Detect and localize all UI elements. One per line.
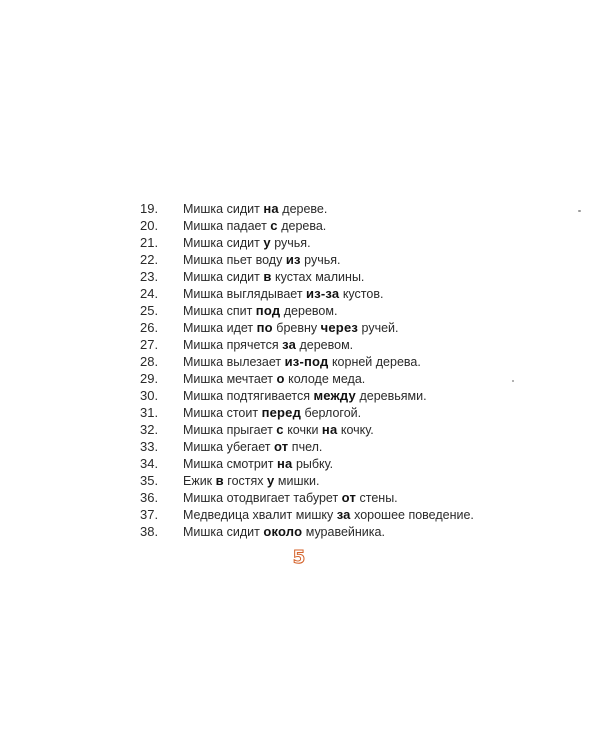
sentence-fragment: ручья. <box>270 236 311 250</box>
sentence-fragment: кустах малины. <box>271 270 365 284</box>
preposition: около <box>263 524 303 539</box>
sentence-fragment: кочки <box>283 423 322 437</box>
sentence-fragment: Мишка мечтает <box>183 372 277 386</box>
sentence-number: 27. <box>140 337 159 352</box>
preposition: на <box>276 456 293 471</box>
sentence-item <box>140 200 474 217</box>
sentence-fragment: Мишка сидит <box>183 525 264 539</box>
sentence-item <box>140 455 474 472</box>
preposition: от <box>273 439 289 454</box>
scan-speck <box>512 380 514 382</box>
sentence-item <box>140 506 474 523</box>
preposition: от <box>341 490 357 505</box>
sentence-item <box>140 336 474 353</box>
sentence-number: 38. <box>140 524 159 539</box>
sentence-text <box>183 489 398 507</box>
sentence-text <box>183 285 383 303</box>
sentence-fragment: дерева. <box>277 219 327 233</box>
sentence-fragment: Мишка падает <box>183 219 271 233</box>
preposition: по <box>256 320 273 335</box>
sentence-fragment: корней дерева. <box>328 355 421 369</box>
sentence-number: 34. <box>140 456 159 471</box>
sentence-fragment: деревом. <box>296 338 354 352</box>
sentence-item <box>140 319 474 336</box>
sentence-text <box>183 251 340 269</box>
preposition: с <box>276 422 284 437</box>
sentence-fragment: Мишка отодвигает табурет <box>183 491 342 505</box>
sentence-list <box>140 200 474 540</box>
sentence-fragment: бревну <box>272 321 321 335</box>
sentence-item <box>140 489 474 506</box>
sentence-fragment: Мишка подтягивается <box>183 389 314 403</box>
sentence-fragment: дереве. <box>278 202 328 216</box>
sentence-item <box>140 234 474 251</box>
sentence-fragment: Мишка сидит <box>183 236 264 250</box>
sentence-number: 36. <box>140 490 159 505</box>
preposition: под <box>255 303 281 318</box>
preposition: из-за <box>306 286 340 301</box>
sentence-text <box>183 523 385 541</box>
sentence-text <box>183 370 365 388</box>
sentence-item <box>140 251 474 268</box>
sentence-text <box>183 421 374 439</box>
sentence-item <box>140 387 474 404</box>
preposition: на <box>263 201 279 216</box>
sentence-text <box>183 438 322 456</box>
preposition: о <box>276 371 285 386</box>
sentence-fragment: Мишка сидит <box>183 202 264 216</box>
sentence-fragment: стены. <box>356 491 398 505</box>
sentence-text <box>183 200 327 218</box>
sentence-fragment: ручей. <box>358 321 399 335</box>
sentence-text <box>183 217 326 235</box>
sentence-fragment: Медведица хвалит мишку <box>183 508 337 522</box>
sentence-fragment: ручья. <box>300 253 341 267</box>
sentence-fragment: Мишка идет <box>183 321 257 335</box>
sentence-fragment: Мишка убегает <box>183 440 274 454</box>
sentence-number: 25. <box>140 303 159 318</box>
sentence-item <box>140 421 474 438</box>
sentence-text <box>183 472 319 490</box>
sentence-number: 28. <box>140 354 159 369</box>
sentence-fragment: Мишка выглядывает <box>183 287 307 301</box>
page-number: 5 <box>292 547 306 568</box>
preposition: на <box>321 422 338 437</box>
sentence-fragment: пчел. <box>288 440 323 454</box>
sentence-fragment: муравейника. <box>302 525 385 539</box>
preposition: за <box>282 337 296 352</box>
sentence-text <box>183 268 364 286</box>
sentence-number: 37. <box>140 507 159 522</box>
sentence-item <box>140 353 474 370</box>
sentence-fragment: колоде меда. <box>284 372 366 386</box>
sentence-number: 21. <box>140 235 159 250</box>
sentence-number: 33. <box>140 439 159 454</box>
sentence-fragment: Мишка пьет воду <box>183 253 286 267</box>
sentence-number: 22. <box>140 252 159 267</box>
sentence-fragment: Мишка стоит <box>183 406 262 420</box>
sentence-text <box>183 336 353 354</box>
preposition: у <box>267 473 275 488</box>
sentence-item <box>140 523 474 540</box>
scan-speck <box>578 210 581 212</box>
sentence-item <box>140 268 474 285</box>
sentence-number: 35. <box>140 473 159 488</box>
sentence-fragment: кочку. <box>337 423 374 437</box>
sentence-fragment: кустов. <box>339 287 384 301</box>
sentence-number: 23. <box>140 269 159 284</box>
sentence-text <box>183 506 474 524</box>
sentence-item <box>140 302 474 319</box>
sentence-fragment: деревьями. <box>355 389 427 403</box>
sentence-item <box>140 217 474 234</box>
sentence-fragment: Мишка сидит <box>183 270 264 284</box>
sentence-fragment: деревом. <box>280 304 338 318</box>
sentence-item <box>140 438 474 455</box>
sentence-fragment: гостях <box>223 474 268 488</box>
preposition: в <box>215 473 224 488</box>
sentence-fragment: Мишка прыгает <box>183 423 277 437</box>
sentence-text <box>183 404 361 422</box>
sentence-fragment: берлогой. <box>301 406 362 420</box>
sentence-number: 31. <box>140 405 159 420</box>
sentence-fragment: мишки. <box>274 474 320 488</box>
sentence-fragment: рыбку. <box>292 457 334 471</box>
sentence-number: 30. <box>140 388 159 403</box>
sentence-item <box>140 285 474 302</box>
sentence-text <box>183 387 427 405</box>
sentence-number: 24. <box>140 286 159 301</box>
sentence-fragment: хорошее поведение. <box>350 508 474 522</box>
preposition: через <box>320 320 359 335</box>
sentence-item <box>140 370 474 387</box>
sentence-number: 20. <box>140 218 159 233</box>
sentence-fragment: Мишка прячется <box>183 338 283 352</box>
sentence-text <box>183 234 311 252</box>
sentence-fragment: Мишка спит <box>183 304 256 318</box>
sentence-text <box>183 455 333 473</box>
sentence-item <box>140 472 474 489</box>
sentence-fragment: Мишка смотрит <box>183 457 277 471</box>
sentence-number: 29. <box>140 371 159 386</box>
sentence-text <box>183 319 399 337</box>
preposition: между <box>313 388 356 403</box>
preposition: с <box>270 218 278 233</box>
sentence-text <box>183 353 421 371</box>
sentence-number: 32. <box>140 422 159 437</box>
preposition: перед <box>261 405 302 420</box>
preposition: в <box>263 269 272 284</box>
sentence-item <box>140 404 474 421</box>
preposition: за <box>336 507 351 522</box>
sentence-number: 26. <box>140 320 159 335</box>
preposition: у <box>263 235 271 250</box>
sentence-number: 19. <box>140 201 159 216</box>
preposition: из <box>285 252 301 267</box>
sentence-fragment: Мишка вылезает <box>183 355 285 369</box>
sentence-fragment: Ежик <box>183 474 216 488</box>
preposition: из-под <box>284 354 329 369</box>
sentence-text <box>183 302 337 320</box>
